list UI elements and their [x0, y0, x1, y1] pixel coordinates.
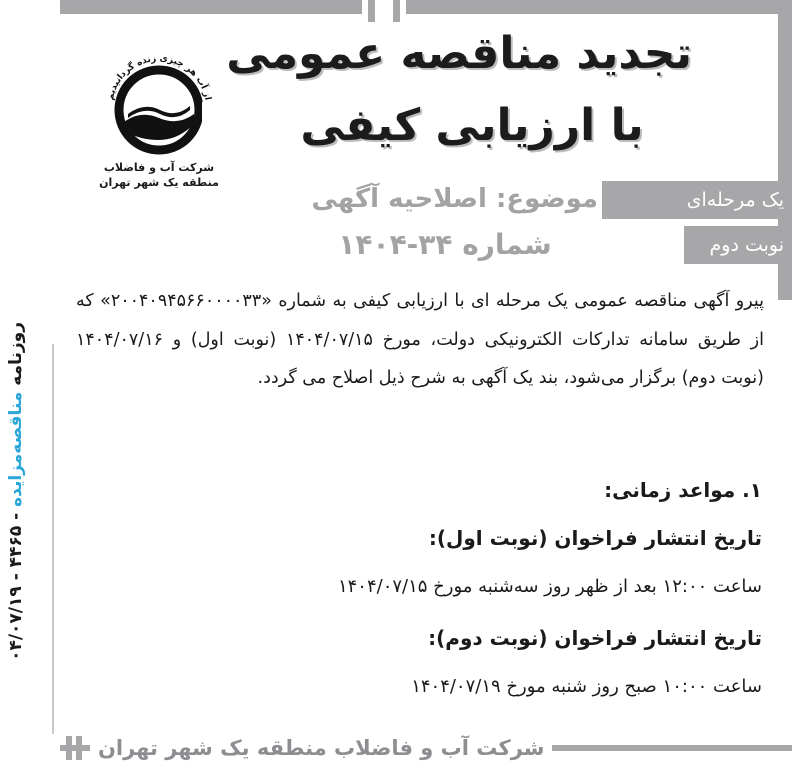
second-round-text: ساعت ۱۰:۰۰ صبح روز شنبه مورخ ۱۴۰۴/۰۷/۱۹ — [411, 676, 762, 697]
notice-paragraph: پیرو آگهی مناقصه عمومی یک مرحله ای با ارزیابی کیفی به شماره «۲۰۰۴۰۹۴۵۶۶۰۰۰۰۳۳» که از طریق سامانه تدارکات الکترونیکی دولت، مورخ ۱۴۰۴/۰۷/۱۵ (نوبت اول) و ۱۴۰۴/۰۷/۱۶ (نوبت دوم) برگزار می‌شود، بند یک آگهی به شرح ذیل اصلاح می گردد. — [76, 291, 765, 388]
frame-bottom-cap — [66, 736, 72, 760]
logo-ring-text: از آب هر چیزی زنده گردانیدیم — [105, 53, 213, 102]
section-heading-deadlines: ۱. مواعد زمانی: — [604, 478, 762, 502]
logo-organization — [90, 160, 228, 190]
title-line2: با ارزیابی کیفی — [300, 100, 644, 151]
footer-company-name: شرکت آب و فاضلاب منطقه یک شهر تهران — [90, 732, 552, 764]
side-label-prefix: روزنامه — [6, 322, 26, 386]
logo-org-line2: منطقه یک شهر تهران — [99, 176, 219, 189]
round-tag: نوبت دوم — [684, 226, 792, 264]
frame-bottom-cap — [76, 736, 82, 760]
first-round-heading: تاریخ انتشار فراخوان (نوبت اول): — [428, 526, 762, 550]
frame-top-notch — [362, 0, 406, 14]
first-round-text: ساعت ۱۲:۰۰ بعد از ظهر روز سه‌شنبه مورخ ۱۴۰۴/۰۷/۱۵ — [337, 576, 762, 597]
frame-bottom — [60, 732, 792, 764]
company-logo — [90, 44, 228, 202]
water-drop-logo-icon — [90, 44, 228, 162]
title-line1: تجدید مناقصه عمومی — [226, 28, 692, 79]
logo-org-line1: شرکت آب و فاضلاب — [103, 161, 215, 174]
notice-body — [76, 282, 764, 398]
tender-number: شماره ۳۴-۱۴۰۴ — [338, 228, 552, 261]
frame-left-line — [52, 344, 54, 734]
subject-heading: موضوع: اصلاحیه آگهی — [311, 184, 598, 214]
newspaper-side-label — [6, 322, 26, 682]
newspaper-brand: مناقصه‌مزایده — [6, 391, 26, 507]
side-label-issue: - ۴۴۶۵ - ۰۴/۰۷/۱۹ — [6, 512, 26, 661]
frame-top-bar — [60, 0, 792, 14]
stage-tag: یک مرحله‌ای — [602, 181, 792, 219]
second-round-heading: تاریخ انتشار فراخوان (نوبت دوم): — [428, 626, 762, 650]
